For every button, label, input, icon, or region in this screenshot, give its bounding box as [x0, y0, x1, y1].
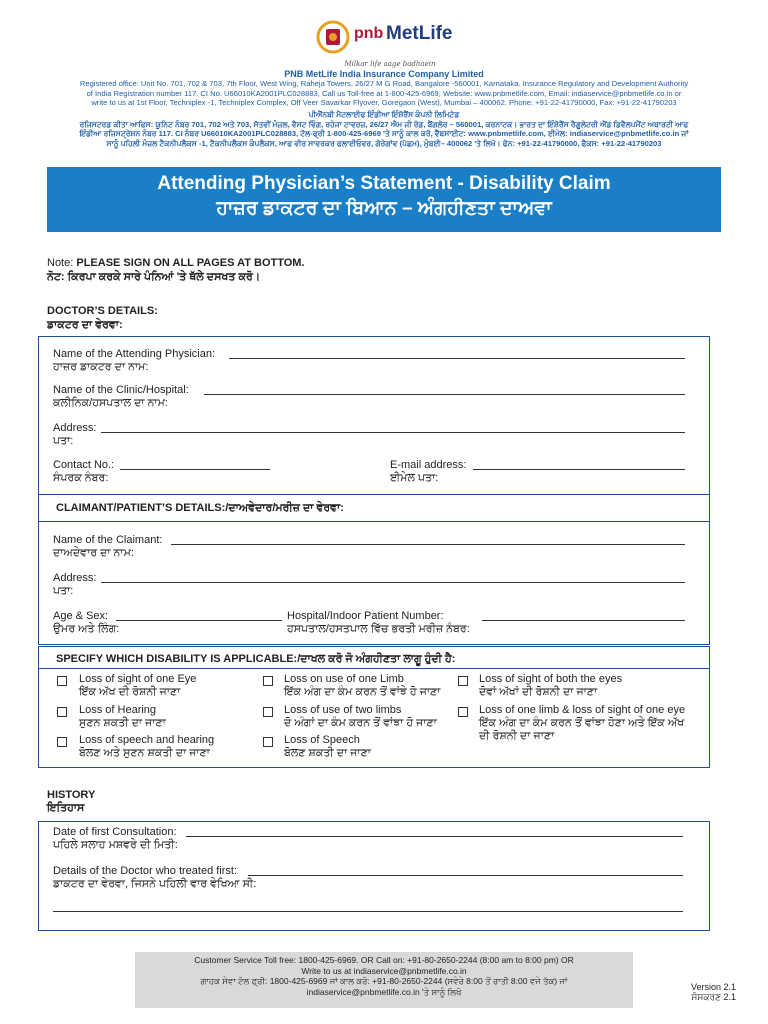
- loss-use-one-limb-checkbox[interactable]: [263, 676, 273, 686]
- first-doctor-label-punjabi: ਡਾਕਟਰ ਦਾ ਵੇਰਵਾ, ਜਿਸਨੇ ਪਹਿਲੀ ਵਾਰ ਵੇਖਿਆ ਸੀ:: [53, 878, 257, 890]
- tagline: Milkar life aage badhaein: [344, 60, 436, 68]
- address-pa-line: ਸਾਨੂੰ ਪਹਿਲੀ ਮੰਜ਼ਲ ਟੈਕਨੀਪਲੈਕਸ -1, ਟੈਕਨੀਪਲੈਕਸ ਕੰਪਲੈਕਸ, ਆਫ ਵੀਰ ਸਾਵਰਕਰ ਫਲਾਈਓਵਰ, ਗੋਰੇਗਾਂਵ (ਪੱਛਮ), ਮੁੰਬਈ– 400062 'ਤੇ ਲਿਖੋ। ਫੋਨ: +91-22-41790000, ਫੈਕਸ: +91-22-41790203: [106, 138, 662, 148]
- logo-metlife: MetLife: [386, 23, 453, 44]
- hospital-number-label: Hospital/Indoor Patient Number:: [287, 610, 444, 622]
- doctor-details-heading: DOCTOR’S DETAILS:: [47, 305, 158, 317]
- note-punjabi: ਨੋਟ: ਕਿਰਪਾ ਕਰਕੇ ਸਾਰੇ ਪੰਨਿਆਂ 'ਤੇ ਥੱਲੇ ਦਸਖਤ ਕਰੋ।: [47, 271, 261, 283]
- note-prefix: Note:: [47, 257, 77, 269]
- details-box: [38, 336, 710, 645]
- option-label-punjabi: ਸੁਣਨ ਸ਼ਕਤੀ ਦਾ ਜਾਣਾ: [79, 717, 166, 729]
- first-doctor-field-line2[interactable]: [53, 911, 683, 912]
- address-pa-line: ਪੀਐੱਨਬੀ ਮੈਟਲਾਈਫ ਇੰਡੀਆ ਇੰਸ਼ੋਰੈਂਸ ਕੰਪਨੀ ਲਿਮਿਟੇਡ: [308, 110, 460, 119]
- footer-line: indiaservice@pnbmetlife.co.in 'ਤੇ ਸਾਨੂੰ ਲਿਖੋ: [306, 986, 462, 997]
- option-label-punjabi: ਬੋਲਣ ਸ਼ਕਤੀ ਦਾ ਜਾਣਾ: [284, 747, 371, 759]
- age-sex-label: Age & Sex:: [53, 610, 109, 622]
- option-label-punjabi: ਦੋਵਾਂ ਅੱਖਾਂ ਦੀ ਰੋਸ਼ਨੀ ਦਾ ਜਾਣਾ: [479, 686, 598, 698]
- hospital-number-field[interactable]: [482, 620, 685, 621]
- version-label: Version 2.1: [690, 982, 736, 992]
- loss-sight-both-eyes-checkbox[interactable]: [458, 676, 468, 686]
- first-doctor-label: Details of the Doctor who treated first:: [53, 865, 238, 877]
- email-label-punjabi: ਈਮੇਲ ਪਤਾ:: [390, 472, 439, 484]
- claimant-name-field[interactable]: [171, 544, 685, 545]
- history-heading-punjabi: ਇਤਿਹਾਸ: [47, 802, 85, 814]
- option-label: Loss of Speech: [284, 734, 360, 746]
- section-divider: [39, 521, 709, 522]
- company-logo: [316, 18, 466, 60]
- option-label: Loss of Hearing: [79, 704, 157, 716]
- footer-line: Write to us at indiaservice@pnbmetlife.co.in: [301, 965, 467, 976]
- contact-label-punjabi: ਸੰਪਰਕ ਨੰਬਰ:: [53, 472, 109, 484]
- option-label: Loss of speech and hearing: [79, 734, 215, 746]
- version: [691, 982, 736, 1002]
- option-label: Loss of one limb & loss of sight of one eye: [479, 704, 686, 716]
- option-label-punjabi: ਇੱਕ ਅੰਗ ਦਾ ਕੰਮ ਕਰਨ ਤੋਂ ਵਾਂਝੇ ਹੋ ਜਾਣਾ: [284, 686, 441, 698]
- footer-line: ਗਾਹਕ ਸੇਵਾ ਟੋਲ ਫ੍ਰੀ: 1800-425-6969 ਜਾਂ ਕਾਲ ਕਰੋ: +91-80-2650-2244 (ਸਵੇਰੇ 8:00 ਤੋਂ ਰਾਤੀ 8:00 ਵਜੇ ਤੱਕ) ਜਾਂ: [200, 976, 568, 986]
- hospital-number-label-punjabi: ਹਸਪਤਾਲ/ਹਸਤਪਾਲ ਵਿੱਚ ਭਰਤੀ ਮਰੀਜ਼ ਨੰਬਰ:: [287, 623, 470, 635]
- email-field[interactable]: [473, 469, 685, 470]
- company-name: PNB MetLife India Insurance Company Limited: [284, 69, 484, 79]
- option-label: Loss of sight of one Eye: [79, 673, 197, 685]
- logo-pnb: pnb: [354, 25, 384, 42]
- option-label: Loss of use of two limbs: [284, 704, 402, 716]
- option-label-punjabi: ਬੋਲਣ ਅਤੇ ਸੁਣਨ ਸ਼ਕਤੀ ਦਾ ਜਾਣਾ: [79, 747, 210, 759]
- address-pa-line: ਇੰਡੀਆ ਰਜਿਸਟ੍ਰੇਸ਼ਨ ਨੰਬਰ 117. CI ਨੰਬਰ U66010KA2001PLC028883, ਟੋਲ-ਫ੍ਰੀ 1-800-425-6969 'ਤੇ ਸਾਨੂੰ ਕਾਲ ਕਰੋ, ਵੈੱਬਸਾਈਟ: www.pnbmetlife.com, ਈਮੇਲ: indiaservice@pnbmetlife.co.in ਜਾਂ: [79, 129, 689, 138]
- clinic-name-field[interactable]: [204, 394, 685, 395]
- logo-emblem-icon: [316, 20, 352, 54]
- form-title-punjabi: ਹਾਜ਼ਰ ਡਾਕਟਰ ਦਾ ਬਿਆਨ – ਅੰਗਹੀਣਤਾ ਦਾਅਵਾ: [216, 198, 552, 219]
- contact-field[interactable]: [120, 469, 270, 470]
- claimant-address-label: Address:: [53, 572, 97, 584]
- physician-name-field[interactable]: [229, 358, 685, 359]
- claimant-name-label: Name of the Claimant:: [53, 534, 163, 546]
- address-en-line: Registered office: Unit No. 701, 702 & 703, 7th Floor, West Wing, Raheja Towers, 26/27 M G Road, Bangalore -560001, Karnataka. Insurance Regulatory and Development Authority: [79, 79, 689, 88]
- address-pa-line: ਰਜਿਸਟਰਡ ਕੀਤਾ ਆਫਿਸ: ਯੂਨਿਟ ਨੰਬਰ 701, 702 ਅਤੇ 703, ਸੱਤਵੀਂ ਮੰਜ਼ਲ, ਵੈਸਟ ਵਿੰਗ, ਰਹੇਜਾ ਟਾਵਰਜ਼, 26/27 ਐਮ ਜੀ ਰੋਡ, ਬੈਂਗਲੋਰ – 560001, ਕਰਨਾਟਕ। ਭਾਰਤ ਦਾ ਇੰਸ਼ੋਰੈਂਸ ਰੈਗੂਲੇਟਰੀ ਐਂਡ ਡਿਵੈਲਪਮੈਂਟ ਅਥਾਰਟੀ ਆਫ: [79, 119, 689, 129]
- loss-speech-checkbox[interactable]: [263, 737, 273, 747]
- loss-sight-one-eye-checkbox[interactable]: [57, 676, 67, 686]
- address-english: [60, 79, 708, 108]
- clinic-name-label-punjabi: ਕਲੀਨਿਕ/ਹਸਪਤਾਲ ਦਾ ਨਾਮ:: [53, 397, 168, 409]
- section-divider: [39, 668, 709, 669]
- physician-name-label-punjabi: ਹਾਜ਼ਰ ਡਾਕਟਰ ਦਾ ਨਾਮ:: [53, 361, 149, 373]
- first-consultation-label: Date of first Consultation:: [53, 826, 177, 838]
- option-label-punjabi: ਇੱਕ ਅੰਗ ਦਾ ਕੰਮ ਕਰਨ ਤੋਂ ਵਾਂਝਾ ਹੋਣਾ ਅਤੇ ਇੱਕ ਅੱਖ: [479, 717, 685, 729]
- first-consultation-label-punjabi: ਪਹਿਲੇ ਸਲਾਹ ਮਸ਼ਵਰੇ ਦੀ ਮਿਤੀ:: [53, 839, 178, 851]
- loss-use-two-limbs-checkbox[interactable]: [263, 707, 273, 717]
- physician-name-label: Name of the Attending Physician:: [53, 348, 216, 360]
- note-text: PLEASE SIGN ON ALL PAGES AT BOTTOM.: [76, 257, 305, 269]
- email-label: E-mail address:: [390, 459, 467, 471]
- note: [47, 257, 305, 270]
- option-label-punjabi: ਦੋ ਅੰਗਾਂ ਦਾ ਕੰਮ ਕਰਨ ਤੋਂ ਵਾਂਝਾ ਹੋ ਜਾਣਾ: [284, 717, 437, 729]
- clinic-name-label: Name of the Clinic/Hospital:: [53, 384, 189, 396]
- doctor-address-label: Address:: [53, 422, 97, 434]
- doctor-details-heading-punjabi: ਡਾਕਟਰ ਦਾ ਵੇਰਵਾ:: [47, 319, 123, 331]
- claimant-address-field[interactable]: [101, 582, 685, 583]
- contact-label: Contact No.:: [53, 459, 115, 471]
- address-en-line: of India Registration number 117. CI No. U66010KA2001PLC028883, Call us Toll-free at 1-800-425-6969, Website: www.pnbmetlife.com, Email: indiaservice@pnbmetlife.co.in or: [86, 88, 682, 98]
- option-label-punjabi-cont: ਦੀ ਰੋਸ਼ਨੀ ਦਾ ਜਾਣਾ: [479, 730, 555, 742]
- address-en-line: write to us at 1st Floor, Techniplex -1, Techniplex Complex, Off Veer Savarkar Flyover, Goregaon (West), Mumbai – 400062. Phone: +91-22-41790000, Fax: +91-22-41790203: [91, 98, 677, 107]
- first-doctor-field[interactable]: [248, 875, 683, 876]
- history-heading: HISTORY: [47, 789, 96, 801]
- claimant-heading: CLAIMANT/PATIENT’S DETAILS:/ਦਾਅਵੇਦਾਰ/ਮਰੀਜ਼ ਦਾ ਵੇਰਵਾ:: [56, 502, 344, 514]
- option-label: Loss on use of one Limb: [284, 673, 404, 685]
- claimant-name-label-punjabi: ਦਾਅਦੇਵਾਰ ਦਾ ਨਾਮ:: [53, 547, 134, 559]
- loss-speech-hearing-checkbox[interactable]: [57, 737, 67, 747]
- option-label: Loss of sight of both the eyes: [479, 673, 623, 685]
- doctor-address-label-punjabi: ਪਤਾ:: [53, 435, 74, 447]
- disability-heading: SPECIFY WHICH DISABILITY IS APPLICABLE:/ਦਾਖਲ ਕਰੋ ਜੋ ਅੰਗਹੀਣਤਾ ਲਾਗੂ ਹੁੰਦੀ ਹੈ:: [56, 653, 456, 665]
- first-consultation-field[interactable]: [186, 836, 683, 837]
- customer-service-footer: [135, 952, 633, 1008]
- age-sex-field[interactable]: [116, 620, 282, 621]
- form-title: Attending Physician’s Statement - Disability Claim: [157, 173, 611, 194]
- loss-hearing-checkbox[interactable]: [57, 707, 67, 717]
- version-label-punjabi: ਸੰਸਕਰਣ 2.1: [691, 992, 736, 1002]
- section-divider: [39, 494, 709, 495]
- title-banner: [47, 167, 721, 232]
- footer-line: Customer Service Toll free: 1800-425-6969. OR Call on: +91-80-2650-2244 (8:00 am to 8:00 pm) OR: [194, 955, 574, 965]
- address-punjabi: [60, 110, 708, 148]
- option-label-punjabi: ਇੱਕ ਅੱਖ ਦੀ ਰੋਸ਼ਨੀ ਜਾਣਾ: [79, 686, 181, 698]
- loss-limb-and-eye-checkbox[interactable]: [458, 707, 468, 717]
- doctor-address-field[interactable]: [101, 432, 685, 433]
- age-sex-label-punjabi: ਉਮਰ ਅਤੇ ਲਿੰਗ:: [53, 623, 120, 635]
- claimant-address-label-punjabi: ਪਤਾ:: [53, 585, 74, 597]
